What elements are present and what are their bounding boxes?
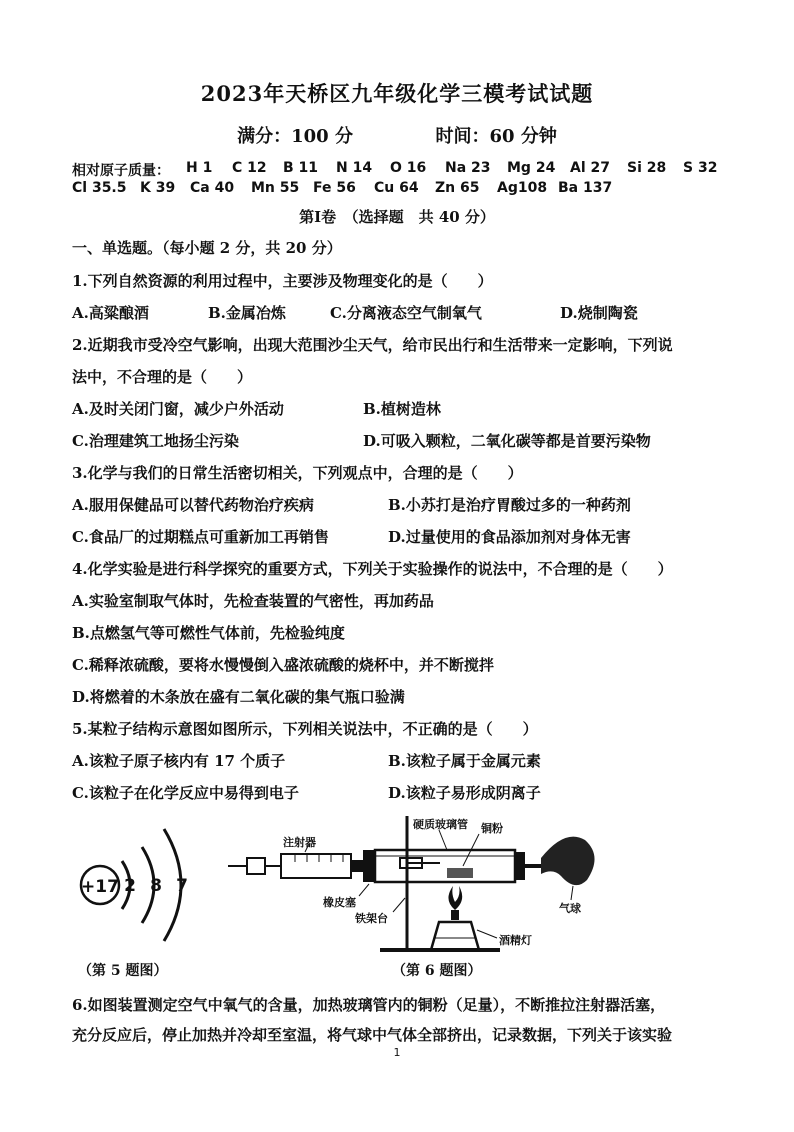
- question-stem-cont: 充分反应后，停止加热并冷却至室温，将气球中气体全部挤出，记录数据，下列关于该实验: [72, 1026, 673, 1044]
- fig6-caption: （第 6 题图）: [392, 963, 482, 979]
- atomic-mass: O 16: [390, 160, 427, 176]
- option-a: A.服用保健品可以替代药物治疗疾病: [72, 496, 314, 514]
- question-stem: 5.某粒子结构示意图如图所示，下列相关说法中，不正确的是（ ）: [72, 720, 538, 738]
- atomic-mass: K 39: [140, 180, 176, 196]
- option-d: D.将燃着的木条放在盛有二氧化碳的集气瓶口验满: [72, 688, 405, 706]
- atomic-mass: S 32: [683, 160, 718, 176]
- option-c: C.该粒子在化学反应中易得到电子: [72, 784, 299, 802]
- atomic-masses-label: 相对原子质量：: [72, 163, 170, 179]
- option-a: A.该粒子原子核内有 17 个质子: [72, 752, 286, 770]
- syringe-tip: [351, 860, 363, 872]
- atomic-mass: B 11: [283, 160, 319, 176]
- question-stem: 1.下列自然资源的利用过程中，主要涉及物理变化的是（ ）: [72, 272, 493, 290]
- exam-time: 时间：60 分钟: [435, 126, 557, 147]
- atomic-mass: Ca 40: [190, 180, 235, 196]
- fig6-apparatus-diagram: [225, 808, 615, 958]
- balloon: [541, 837, 595, 886]
- atomic-mass: N 14: [336, 160, 373, 176]
- option-d: D.过量使用的食品添加剂对身体无害: [388, 528, 631, 546]
- section-heading: 一、单选题。（每小题 2 分，共 20 分）: [72, 239, 342, 257]
- option-b: B.该粒子属于金属元素: [388, 752, 541, 770]
- part-heading: 第Ⅰ卷 （选择题 共 40 分）: [299, 208, 495, 226]
- atomic-mass: Mg 24: [507, 160, 556, 176]
- atomic-mass: C 12: [232, 160, 267, 176]
- copper-powder: [447, 868, 473, 878]
- glass-tube: [375, 850, 515, 882]
- atomic-mass: H 1: [186, 160, 213, 176]
- atomic-masses-row-1: [0, 160, 794, 180]
- option-b: B.点燃氢气等可燃性气体前，先检验纯度: [72, 624, 345, 642]
- atomic-mass: Cu 64: [374, 180, 419, 196]
- lamp-wick: [451, 910, 459, 920]
- question-stem: 4.化学实验是进行科学探究的重要方式，下列关于实验操作的说法中，不合理的是（ ）: [72, 560, 673, 578]
- atomic-mass: Al 27: [570, 160, 610, 176]
- question-stem: 2.近期我市受冷空气影响，出现大范围沙尘天气，给市民出行和生活带来一定影响，下列说: [72, 336, 673, 354]
- page-number: 1: [393, 1046, 401, 1059]
- option-b: B.植树造林: [363, 400, 441, 418]
- nucleus-charge: +17: [81, 877, 119, 897]
- option-c: C.治理建筑工地扬尘污染: [72, 432, 239, 450]
- rubber-stopper: [363, 850, 375, 882]
- fig5-atom-diagram: [70, 815, 210, 955]
- atomic-mass: Si 28: [627, 160, 667, 176]
- atomic-mass: Cl 35.5: [72, 180, 127, 196]
- option-c: C.分离液态空气制氧气: [330, 304, 482, 322]
- option-d: D.该粒子易形成阴离子: [388, 784, 541, 802]
- shell-electrons-1: 2: [124, 876, 136, 896]
- alcohol-lamp: [431, 922, 479, 950]
- option-c: C.稀释浓硫酸，要将水慢慢倒入盛浓硫酸的烧杯中，并不断搅拌: [72, 656, 494, 674]
- shell-electrons-3: 7: [176, 876, 188, 896]
- option-a: A.实验室制取气体时，先检查装置的气密性，再加药品: [72, 592, 434, 610]
- option-d: D.可吸入颗粒，二氧化碳等都是首要污染物: [363, 432, 651, 450]
- atomic-mass: Ag108: [497, 180, 548, 196]
- atomic-mass: Fe 56: [313, 180, 356, 196]
- question-stem-cont: 法中，不合理的是（ ）: [72, 368, 253, 386]
- label-copper: 铜粉: [481, 822, 503, 835]
- option-a: A.及时关闭门窗，减少户外活动: [72, 400, 284, 418]
- question-stem: 3.化学与我们的日常生活密切相关，下列观点中，合理的是（ ）: [72, 464, 523, 482]
- label-glass-tube: 硬质玻璃管: [413, 818, 468, 831]
- atomic-mass: Na 23: [445, 160, 491, 176]
- option-b: B.金属冶炼: [208, 304, 286, 322]
- option-c: C.食品厂的过期糕点可重新加工再销售: [72, 528, 329, 546]
- syringe-plunger: [247, 858, 265, 874]
- label-stand: 铁架台: [355, 912, 388, 925]
- option-a: A.高粱酿酒: [72, 304, 149, 322]
- option-b: B.小苏打是治疗胃酸过多的一种药剂: [388, 496, 631, 514]
- label-balloon: 气球: [559, 902, 581, 915]
- label-lamp: 酒精灯: [499, 934, 532, 947]
- option-d: D.烧制陶瓷: [560, 304, 638, 322]
- exam-title: 2023年天桥区九年级化学三模考试试题: [200, 81, 594, 106]
- syringe-barrel: [281, 854, 351, 878]
- question-stem: 6.如图装置测定空气中氧气的含量，加热玻璃管内的铜粉（足量），不断推拉注射器活塞，: [72, 996, 666, 1014]
- atomic-mass: Ba 137: [558, 180, 613, 196]
- label-syringe: 注射器: [283, 836, 316, 849]
- exam-meta: [0, 122, 794, 148]
- shell-electrons-2: 8: [150, 876, 162, 896]
- fig5-caption: （第 5 题图）: [78, 963, 168, 979]
- lamp-flame: [448, 886, 462, 910]
- atomic-mass: Zn 65: [435, 180, 480, 196]
- full-score: 满分：100 分: [237, 126, 353, 147]
- right-stopper: [515, 852, 525, 880]
- atomic-masses-row-2: [0, 180, 794, 200]
- label-stopper: 橡皮塞: [323, 896, 356, 909]
- atomic-mass: Mn 55: [251, 180, 300, 196]
